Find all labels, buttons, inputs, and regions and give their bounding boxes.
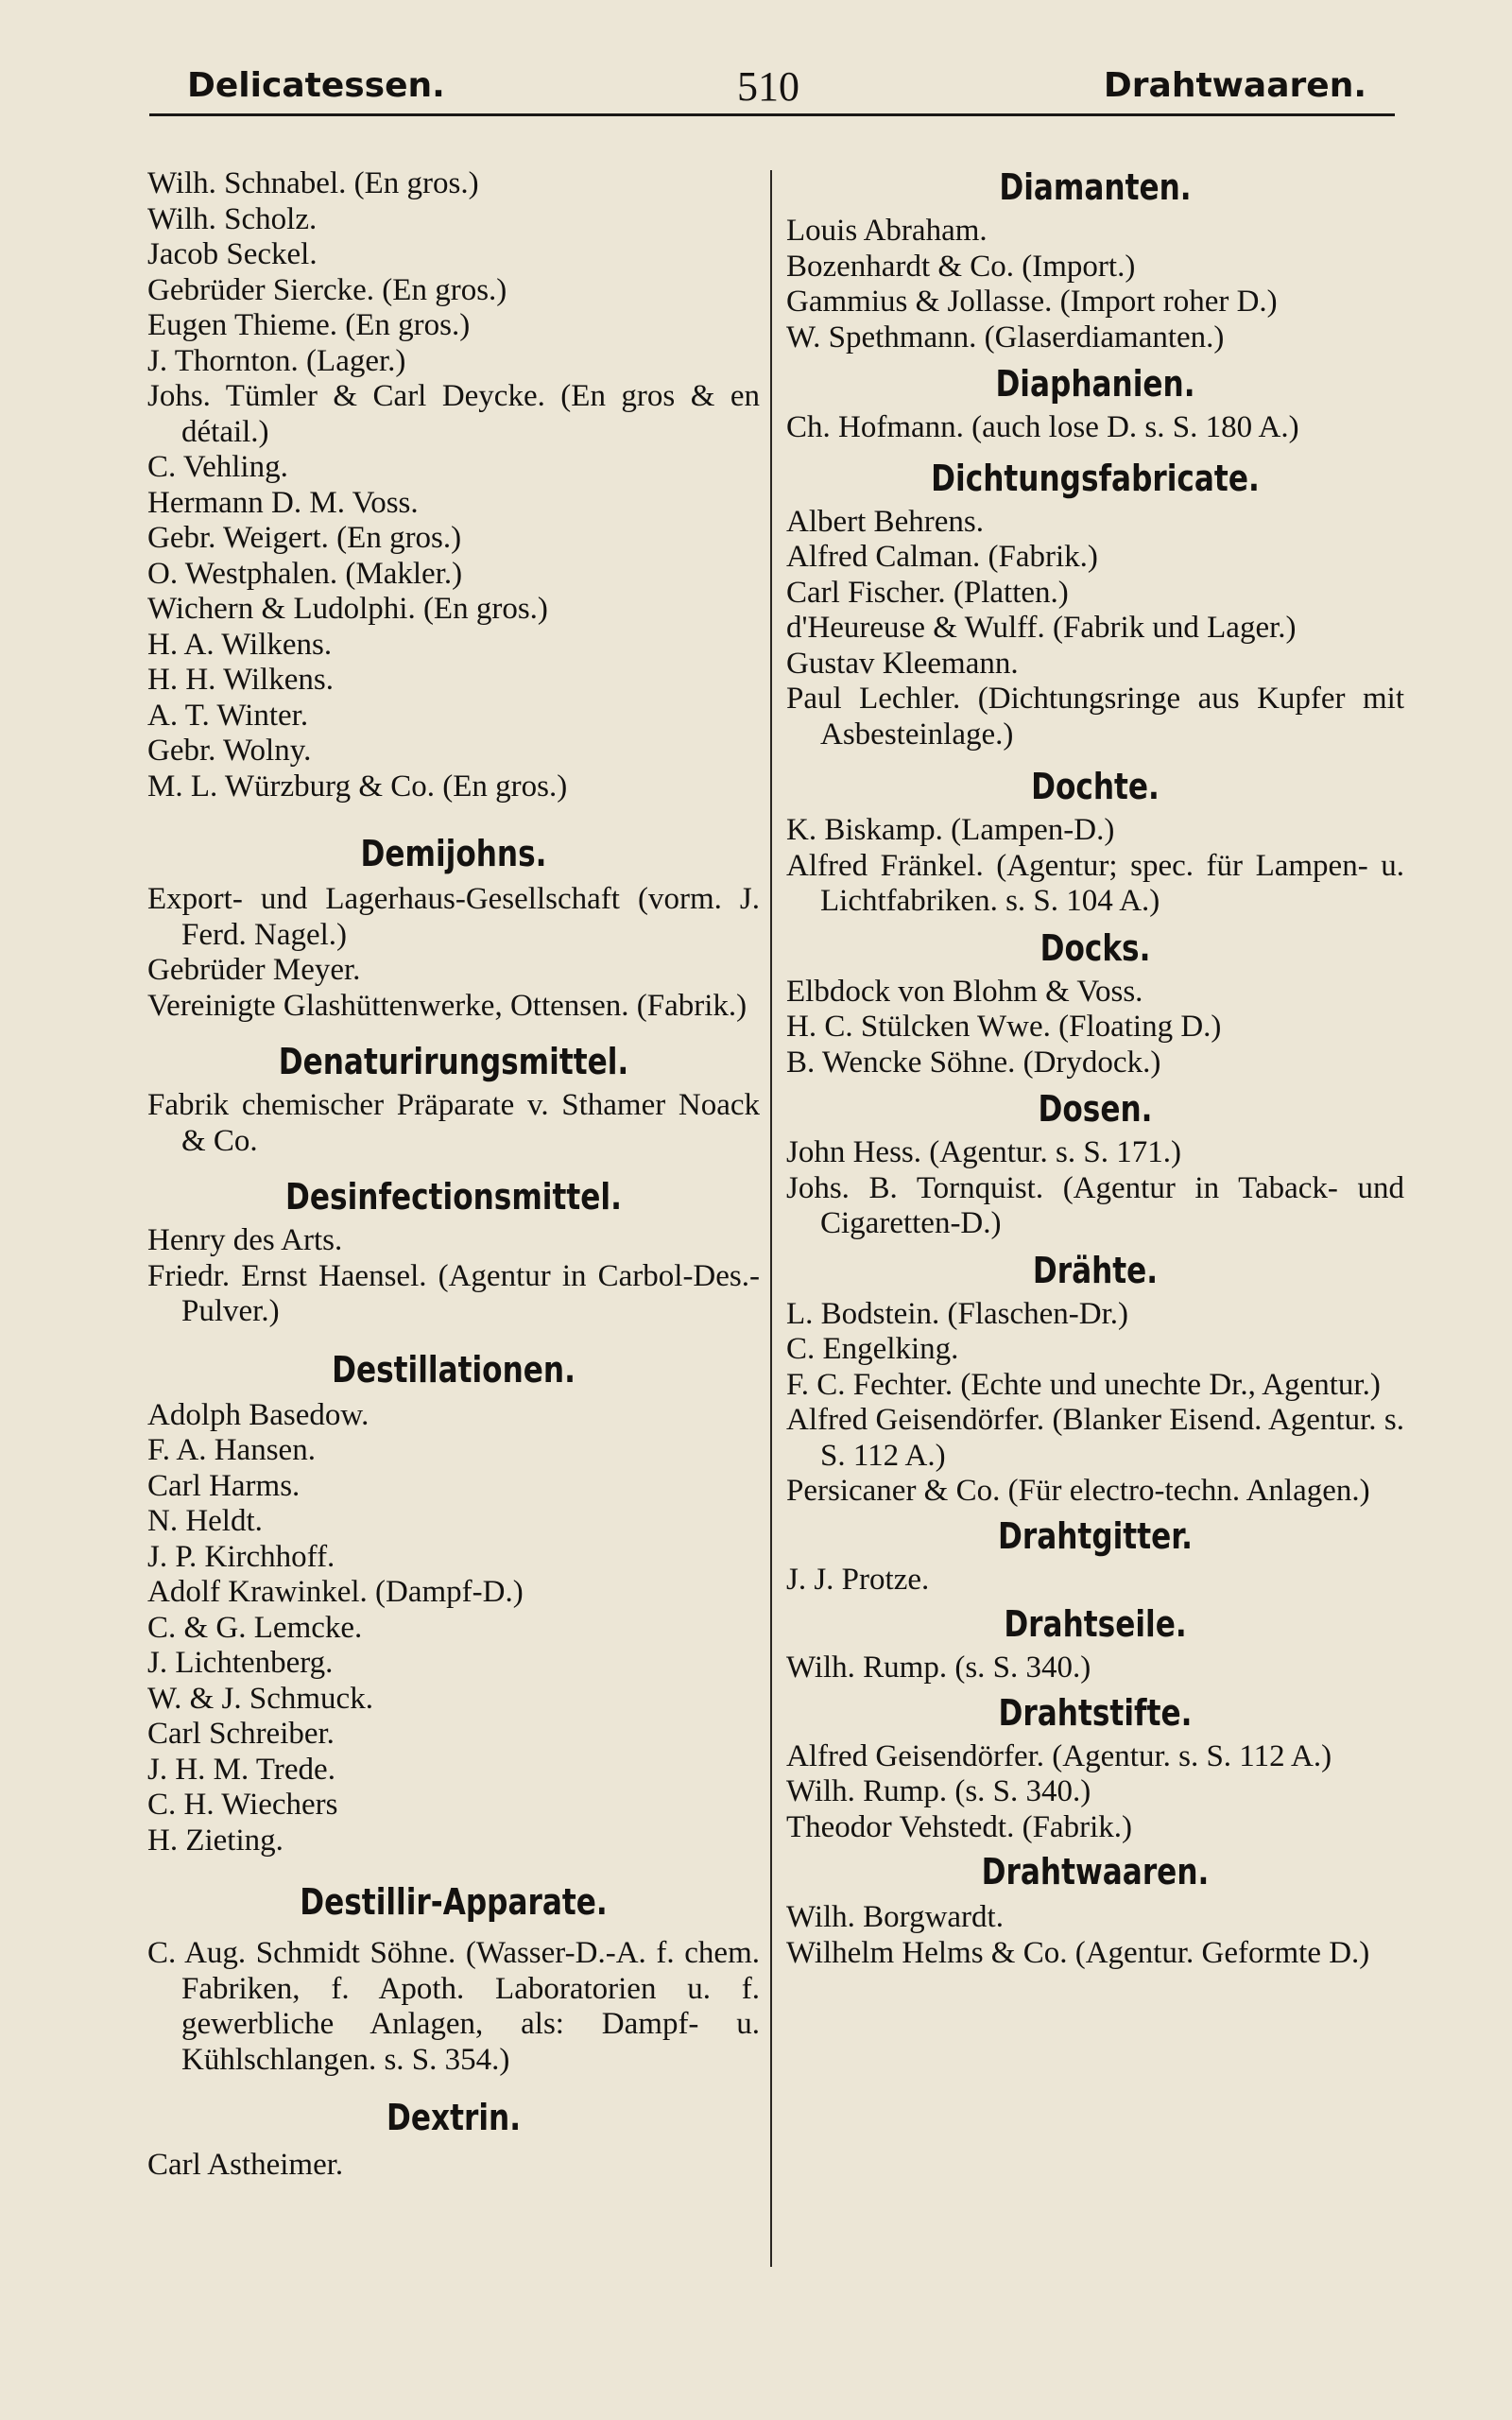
entry: J. H. M. Trede. [147, 1752, 335, 1787]
entry: Theodor Vehstedt. (Fabrik.) [786, 1809, 1132, 1844]
entry: Adolf Krawinkel. (Dampf-D.) [147, 1575, 524, 1609]
entry: Henry des Arts. [147, 1223, 343, 1257]
section [786, 458, 1404, 753]
section-heading: Drahtwaaren. [981, 1851, 1210, 1893]
entry: Carl Fischer. (Platten.) [786, 575, 1069, 610]
entry: Wilh. Borgwardt. [786, 1900, 1004, 1934]
section-heading: Dochte. [1031, 766, 1160, 807]
entry: Hermann D. M. Voss. [147, 485, 419, 520]
section-heading: Drahtgitter. [997, 1514, 1193, 1557]
page-number: 510 [737, 63, 799, 110]
section-heading: Destillationen. [332, 1348, 576, 1391]
section-heading: Dichtungsfabricate. [931, 457, 1260, 499]
section [786, 1603, 1404, 1686]
section-heading: Drahtseile. [1004, 1603, 1187, 1645]
right-column [786, 166, 1404, 1971]
section-heading: Drahtstifte. [998, 1691, 1193, 1734]
section-heading: Destillir-Apparate. [300, 1881, 608, 1923]
entry: Carl Schreiber. [147, 1717, 335, 1751]
section-heading: Dextrin. [386, 2097, 522, 2138]
section [147, 1349, 760, 1859]
left-column [147, 166, 760, 2184]
entry: Alfred Fränkel. (Agentur; spec. für Lampen- u. Lichtfabriken. s. S. 104 A.) [786, 848, 1404, 918]
entry: H. C. Stülcken Wwe. (Floating D.) [786, 1010, 1222, 1044]
section-heading: Diaphanien. [995, 363, 1195, 405]
section [147, 1041, 760, 1159]
entry: Carl Astheimer. [147, 2148, 344, 2182]
entry: Gebr. Weigert. (En gros.) [147, 521, 462, 555]
section-heading: Drähte. [1032, 1249, 1159, 1291]
entry: Adolph Basedow. [147, 1397, 369, 1432]
entry: C. H. Wiechers [147, 1788, 338, 1822]
running-head [149, 60, 1395, 116]
entry: A. T. Winter. [147, 698, 309, 733]
entry: M. L. Würzburg & Co. (En gros.) [147, 769, 568, 804]
entry: Fabrik chemischer Präparate v. Sthamer Noack & Co. [147, 1088, 760, 1158]
entry: C. Engelking. [786, 1332, 959, 1366]
entry: J. J. Protze. [786, 1562, 930, 1597]
section [786, 363, 1404, 446]
section [147, 1176, 760, 1330]
section [786, 1692, 1404, 1846]
entry: d'Heureuse & Wulff. (Fabrik und Lager.) [786, 611, 1297, 645]
entry: J. Lichtenberg. [147, 1646, 334, 1680]
entry: J. P. Kirchhoff. [147, 1539, 335, 1574]
right-sections [786, 166, 1404, 1971]
section-heading: Dosen. [1038, 1088, 1153, 1130]
entry: H. Zieting. [147, 1823, 284, 1858]
section [786, 1088, 1404, 1242]
continued-entries [147, 166, 760, 804]
entry: Wilh. Rump. (s. S. 340.) [786, 1774, 1091, 1808]
entry: Albert Behrens. [786, 504, 984, 539]
entry: Gustav Kleemann. [786, 646, 1019, 681]
section-heading: Docks. [1040, 926, 1151, 969]
section-heading: Demijohns. [360, 833, 547, 874]
entry: O. Westphalen. (Makler.) [147, 556, 463, 591]
entry: L. Bodstein. (Flaschen-Dr.) [786, 1296, 1129, 1331]
entry: Vereinigte Glashüttenwerke, Ottensen. (Fabrik.) [147, 988, 747, 1023]
entry: Johs. Tümler & Carl Deycke. (En gros & en détail.) [147, 379, 760, 449]
entry: Gebr. Wolny. [147, 734, 312, 768]
entry: H. H. Wilkens. [147, 663, 334, 697]
entry: W. Spethmann. (Glaserdiamanten.) [786, 320, 1225, 354]
left-sections [147, 833, 760, 2184]
entry: Ch. Hofmann. (auch lose D. s. S. 180 A.) [786, 410, 1299, 444]
section [147, 833, 760, 1024]
section [147, 1881, 760, 2078]
entry: Alfred Geisendörfer. (Blanker Eisend. Agentur. s. S. 112 A.) [786, 1403, 1404, 1473]
entry: Persicaner & Co. (Für electro-techn. Anlagen.) [786, 1474, 1370, 1508]
entry: K. Biskamp. (Lampen-D.) [786, 813, 1115, 847]
entry: Carl Harms. [147, 1468, 301, 1503]
entry: C. & G. Lemcke. [147, 1610, 363, 1645]
entry: Gebrüder Siercke. (En gros.) [147, 272, 507, 307]
entry: Export- und Lagerhaus-Gesellschaft (vorm. J. Ferd. Nagel.) [147, 882, 760, 952]
section-heading: Desinfectionsmittel. [285, 1176, 622, 1218]
entry: Eugen Thieme. (En gros.) [147, 308, 471, 342]
entry: Wichern & Ludolphi. (En gros.) [147, 592, 548, 626]
entry: Alfred Calman. (Fabrik.) [786, 540, 1098, 574]
section-heading: Denaturirungsmittel. [278, 1041, 629, 1082]
running-head-left: Delicatessen. [187, 66, 445, 105]
entry: H. A. Wilkens. [147, 627, 333, 662]
entry: Paul Lechler. (Dichtungsringe aus Kupfer mit Asbesteinlage.) [786, 682, 1404, 752]
entry: F. A. Hansen. [147, 1433, 316, 1467]
entry: W. & J. Schmuck. [147, 1681, 373, 1716]
entry: Wilh. Schnabel. (En gros.) [147, 166, 479, 200]
section-heading: Diamanten. [999, 166, 1192, 208]
entry: C. Aug. Schmidt Söhne. (Wasser-D.-A. f. chem. Fabriken, f. Apoth. Laboratorien u. f. gewerbliche Anlagen, als: Dampf- u. Kühlschlangen. s. S. 354.) [147, 1936, 760, 2077]
entry: Louis Abraham. [786, 214, 988, 248]
entry: Wilhelm Helms & Co. (Agentur. Geformte D.) [786, 1935, 1370, 1970]
section [786, 166, 1404, 355]
entry: Johs. B. Tornquist. (Agentur in Taback- und Cigaretten-D.) [786, 1170, 1404, 1240]
entry: B. Wencke Söhne. (Drydock.) [786, 1045, 1161, 1080]
entry: Wilh. Rump. (s. S. 340.) [786, 1651, 1091, 1685]
section [147, 2097, 760, 2184]
column-divider [770, 170, 772, 2267]
section [786, 1851, 1404, 1971]
entry: Elbdock von Blohm & Voss. [786, 974, 1143, 1009]
section [786, 766, 1404, 920]
section [786, 927, 1404, 1081]
section [786, 1515, 1404, 1599]
entry: J. Thornton. (Lager.) [147, 343, 406, 378]
entry: Alfred Geisendörfer. (Agentur. s. S. 112 A.) [786, 1738, 1332, 1773]
entry: F. C. Fechter. (Echte und unechte Dr., Agentur.) [786, 1367, 1381, 1402]
entry: John Hess. (Agentur. s. S. 171.) [786, 1135, 1181, 1169]
section [786, 1250, 1404, 1510]
running-head-right: Drahtwaaren. [1103, 66, 1366, 105]
entry: Gammius & Jollasse. (Import roher D.) [786, 285, 1278, 319]
entry: Wilh. Scholz. [147, 201, 318, 236]
entry: Bozenhardt & Co. (Import.) [786, 249, 1136, 284]
entry: N. Heldt. [147, 1504, 263, 1538]
entry: C. Vehling. [147, 450, 288, 484]
entry: Jacob Seckel. [147, 237, 318, 271]
entry: Gebrüder Meyer. [147, 953, 361, 987]
entry: Friedr. Ernst Haensel. (Agentur in Carbol-Des.-Pulver.) [147, 1258, 760, 1328]
